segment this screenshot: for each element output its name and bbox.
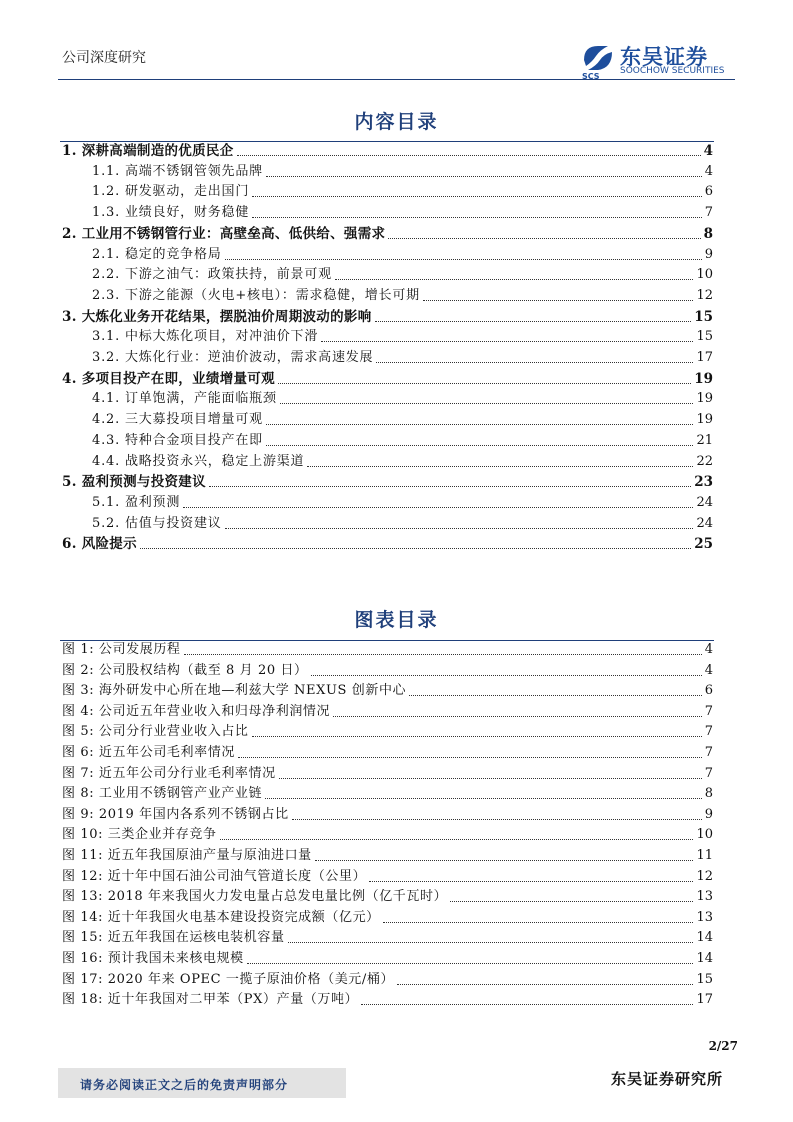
dot-leader	[288, 942, 694, 943]
footer-disclaimer: 请务必阅读正文之后的免责声明部分	[80, 1078, 289, 1092]
toc-entry-page: 19	[696, 391, 713, 407]
toc-entry[interactable]	[92, 493, 713, 513]
toc-entry-title: 4.1. 订单饱满，产能面临瓶颈	[92, 391, 277, 407]
toc-entry[interactable]	[92, 410, 713, 430]
toc-entry-page: 24	[696, 515, 713, 531]
toc-entry[interactable]	[92, 245, 713, 265]
figure-entry[interactable]	[62, 928, 713, 948]
dot-leader	[266, 176, 702, 177]
toc-entry[interactable]	[62, 472, 713, 492]
figure-entry-page: 11	[696, 848, 713, 863]
brand-mark-text: SCS	[582, 72, 600, 80]
dot-leader	[247, 963, 694, 964]
toc-entry-page: 4	[703, 143, 713, 159]
figure-entry-page: 7	[704, 703, 713, 719]
figure-entry-title: 图 8: 工业用不锈钢管产业产业链	[62, 786, 263, 802]
dot-leader	[279, 778, 702, 779]
toc-entry[interactable]	[92, 431, 713, 451]
brand-name-en: SOOCHOW SECURITIES	[620, 66, 725, 76]
toc-entry-page: 15	[694, 308, 713, 325]
toc-entry-title: 3. 大炼化业务开花结果，摆脱油价周期波动的影响	[62, 308, 372, 325]
figure-entry-title: 图 6: 近五年公司毛利率情况	[62, 745, 235, 760]
dot-leader	[321, 341, 693, 342]
toc-entry-title: 2.3. 下游之能源（火电+核电）：需求稳健，增长可期	[92, 287, 420, 303]
toc-entry-title: 5.1. 盈利预测	[92, 494, 181, 510]
dot-leader	[388, 238, 700, 239]
figure-entry-page: 10	[696, 827, 713, 843]
toc-entry[interactable]	[62, 224, 713, 244]
dot-leader	[252, 217, 702, 218]
dot-leader	[311, 675, 702, 676]
toc-entry-title: 5. 盈利预测与投资建议	[62, 474, 206, 491]
dot-leader	[265, 798, 702, 799]
figures-title: 图表目录	[354, 609, 439, 631]
dot-leader	[280, 403, 694, 404]
toc-entry-title: 2.2. 下游之油气：政策扶持，前景可观	[92, 267, 332, 283]
figure-entry[interactable]	[62, 908, 713, 928]
figure-entry-title: 图 16: 预计我国未来核电规模	[62, 951, 244, 966]
toc-entry[interactable]	[92, 327, 713, 347]
figure-entry-page: 13	[696, 909, 713, 925]
toc-entry-page: 15	[696, 329, 713, 345]
figure-entry-page: 6	[704, 683, 713, 699]
toc-title: 内容目录	[354, 111, 439, 133]
figure-entry-page: 13	[696, 889, 713, 905]
figure-entry-title: 图 4: 公司近五年营业收入和归母净利润情况	[62, 703, 331, 719]
figure-entry-page: 9	[704, 806, 713, 822]
figure-entry-page: 12	[696, 868, 713, 884]
dot-leader	[225, 259, 702, 260]
toc-entry[interactable]	[62, 369, 713, 389]
toc-entry-page: 19	[694, 370, 713, 387]
figure-entry[interactable]	[62, 661, 713, 681]
figure-entry-title: 图 5: 公司分行业营业收入占比	[62, 724, 249, 740]
toc-entry-title: 6. 风险提示	[62, 536, 137, 553]
brand-logo	[578, 40, 743, 80]
dot-leader	[225, 528, 694, 529]
dot-leader	[361, 1004, 693, 1005]
dot-leader	[335, 279, 694, 280]
toc-entry[interactable]	[92, 348, 713, 368]
dot-leader	[307, 466, 693, 467]
figure-entry-title: 图 17: 2020 年来 OPEC 一揽子原油价格（美元/桶）	[62, 971, 395, 987]
figure-entry[interactable]	[62, 949, 713, 969]
toc-entry-page: 8	[703, 225, 713, 242]
toc-entry-title: 2. 工业用不锈钢管行业：高壁垒高、低供给、强需求	[62, 225, 386, 242]
dot-leader	[184, 654, 702, 655]
figure-entry-title: 图 10: 三类企业并存竞争	[62, 827, 217, 843]
toc-entry-page: 25	[694, 536, 713, 553]
dot-leader	[333, 716, 702, 717]
figure-entry-page: 4	[704, 642, 713, 657]
toc-entry[interactable]	[62, 534, 713, 554]
toc-entry-title: 4.3. 特种合金项目投产在即	[92, 432, 263, 448]
brand-name-cn: 东吴证券	[620, 45, 708, 69]
toc-entry-title: 1.2. 研发驱动，走出国门	[92, 184, 250, 200]
dot-leader	[383, 922, 694, 923]
figure-entry-page: 8	[704, 786, 713, 802]
toc-entry-page: 23	[694, 474, 713, 491]
toc-entry-title: 4. 多项目投产在即，业绩增量可观	[62, 370, 275, 387]
figure-entry[interactable]	[62, 867, 713, 887]
figure-entry-title: 图 15: 近五年我国在运核电装机容量	[62, 930, 285, 946]
figure-entry-title: 图 7: 近五年公司分行业毛利率情况	[62, 765, 276, 781]
dot-leader	[315, 860, 694, 861]
toc-entry[interactable]	[62, 141, 713, 161]
dot-leader	[369, 881, 693, 882]
toc-entry[interactable]	[92, 162, 713, 182]
dot-leader	[450, 901, 693, 902]
figure-entry[interactable]	[62, 970, 713, 990]
figure-entry-page: 7	[704, 745, 713, 760]
dot-leader	[220, 839, 694, 840]
dot-leader	[252, 736, 702, 737]
toc-entry-page: 17	[696, 350, 713, 365]
toc-entry-title: 3.1. 中标大炼化项目，对冲油价下滑	[92, 329, 319, 345]
dot-leader	[266, 445, 694, 446]
figure-entry-title: 图 2: 公司股权结构（截至 8 月 20 日）	[62, 662, 308, 678]
toc-entry[interactable]	[92, 265, 713, 285]
dot-leader	[238, 757, 702, 758]
figure-entry[interactable]	[62, 640, 713, 660]
soochow-logo-icon	[578, 40, 618, 80]
toc-entry[interactable]	[92, 286, 713, 306]
figure-entry-title: 图 12: 近十年中国石油公司油气管道长度（公里）	[62, 868, 367, 884]
toc-entry-page: 21	[696, 432, 713, 448]
figure-entry-page: 15	[696, 971, 713, 987]
toc-entry-page: 7	[704, 205, 713, 221]
figure-entry-page: 14	[696, 951, 713, 966]
toc-entry-title: 5.2. 估值与投资建议	[92, 515, 222, 531]
page-number: 2/27	[708, 1039, 738, 1053]
figure-entry-title: 图 13: 2018 年来我国火力发电量占总发电量比例（亿千瓦时）	[62, 889, 448, 905]
figure-entry-title: 图 14: 近十年我国火电基本建设投资完成额（亿元）	[62, 909, 380, 925]
dot-leader	[292, 819, 702, 820]
toc-entry-page: 9	[704, 246, 713, 262]
toc-entry[interactable]	[92, 203, 713, 223]
figure-entry[interactable]	[62, 846, 713, 866]
toc-entry-title: 4.4. 战略投资永兴，稳定上游渠道	[92, 453, 305, 469]
toc-entry[interactable]	[92, 182, 713, 202]
figure-entry-page: 17	[696, 992, 713, 1008]
figure-entry[interactable]	[62, 825, 713, 845]
report-type-label: 公司深度研究	[62, 50, 146, 66]
figure-entry-title: 图 1: 公司发展历程	[62, 642, 181, 657]
toc-entry-title: 4.2. 三大募投项目增量可观	[92, 412, 263, 428]
figure-entry[interactable]	[62, 743, 713, 763]
figure-entry[interactable]	[62, 764, 713, 784]
figure-entry-title: 图 3: 海外研发中心所在地—利兹大学 NEXUS 创新中心	[62, 683, 407, 699]
toc-entry-page: 4	[704, 163, 713, 179]
dot-leader	[376, 362, 693, 363]
toc-entry-title: 2.1. 稳定的竞争格局	[92, 246, 222, 262]
figure-entry-page: 4	[704, 662, 713, 678]
dot-leader	[423, 300, 694, 301]
dot-leader	[237, 155, 701, 156]
toc-entry-page: 12	[696, 287, 713, 303]
figure-entry-title: 图 11: 近五年我国原油产量与原油进口量	[62, 848, 312, 863]
figure-entry[interactable]	[62, 702, 713, 722]
figure-entry-title: 图 9: 2019 年国内各系列不锈钢占比	[62, 806, 289, 822]
figure-entry[interactable]	[62, 990, 713, 1010]
figure-entry[interactable]	[62, 722, 713, 742]
toc-entry-title: 3.2. 大炼化行业：逆油价波动，需求高速发展	[92, 350, 374, 365]
dot-leader	[409, 695, 702, 696]
toc-entry-page: 22	[696, 453, 713, 469]
toc-entry-page: 19	[696, 412, 713, 428]
dot-leader	[266, 424, 694, 425]
toc-entry-page: 6	[704, 184, 713, 200]
toc-entry-title: 1.1. 高端不锈钢管领先品牌	[92, 163, 263, 179]
header-divider	[58, 79, 735, 80]
figure-entry[interactable]	[62, 805, 713, 825]
dot-leader	[397, 984, 693, 985]
toc-entry[interactable]	[92, 389, 713, 409]
toc-entry[interactable]	[62, 307, 713, 327]
figure-entry-title: 图 18: 近十年我国对二甲苯（PX）产量（万吨）	[62, 992, 359, 1008]
figure-entry-page: 7	[704, 724, 713, 740]
toc-entry-title: 1.3. 业绩良好，财务稳健	[92, 205, 250, 221]
toc-entry-page: 24	[696, 494, 713, 510]
dot-leader	[183, 507, 693, 508]
figure-entry[interactable]	[62, 887, 713, 907]
dot-leader	[252, 196, 702, 197]
figure-entry[interactable]	[62, 681, 713, 701]
toc-entry-title: 1. 深耕高端制造的优质民企	[62, 143, 234, 159]
dot-leader	[278, 383, 691, 384]
toc-entry[interactable]	[92, 514, 713, 534]
toc-entry[interactable]	[92, 452, 713, 472]
figure-entry[interactable]	[62, 784, 713, 804]
dot-leader	[140, 548, 691, 549]
figure-entry-page: 7	[704, 765, 713, 781]
toc-entry-page: 10	[696, 267, 713, 283]
dot-leader	[209, 486, 691, 487]
figure-entry-page: 14	[696, 930, 713, 946]
footer-firm-name: 东吴证券研究所	[610, 1070, 723, 1088]
dot-leader	[375, 321, 692, 322]
